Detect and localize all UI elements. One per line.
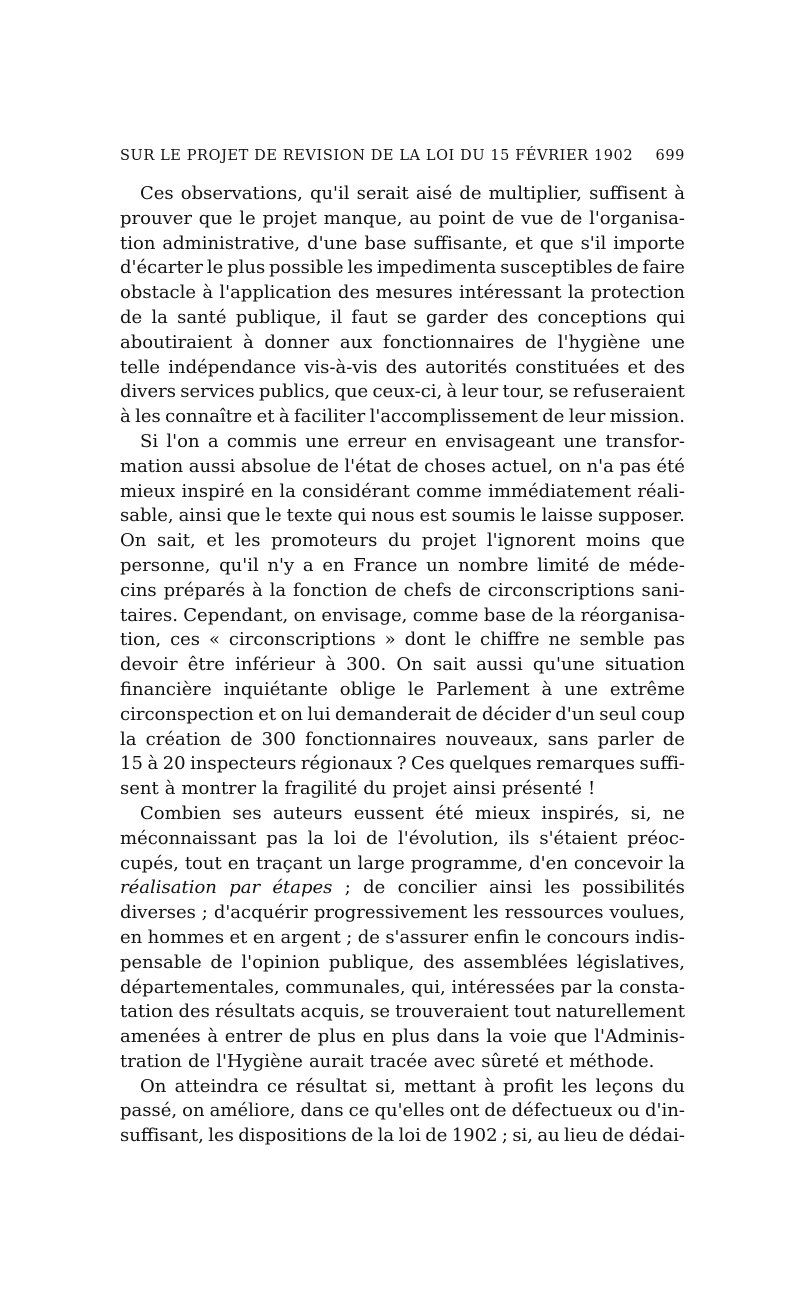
body-text xyxy=(120,182,685,1149)
text-line: 15 à 20 inspecteurs régionaux ? Ces quelques remarques suffi- xyxy=(120,753,685,775)
text-line: cins préparés à la fonction de chefs de circonscriptions sani- xyxy=(120,579,685,601)
text-line: tation des résultats acquis, se trouveraient tout naturellement xyxy=(120,1001,685,1023)
text-line: tion, ces « circonscriptions » dont le chiffre ne semble pas xyxy=(120,629,685,651)
text-line: Ces observations, qu'il serait aisé de multiplier, suffisent à xyxy=(140,183,685,204)
text-line: mation aussi absolue de l'état de choses actuel, on n'a pas été xyxy=(120,455,685,477)
text-line: circonspection et on lui demanderait de décider d'un seul coup xyxy=(120,703,685,725)
text-line: Combien ses auteurs eussent été mieux inspirés, si, ne xyxy=(140,802,685,824)
text-line: cupés, tout en traçant un large programme, d'en concevoir la xyxy=(120,852,685,874)
text-line: aboutiraient à donner aux fonctionnaires de l'hygiène une xyxy=(120,331,685,353)
text-line: en hommes et en argent ; de s'assurer enfin le concours indis- xyxy=(120,926,685,948)
running-title: SUR LE PROJET DE REVISION DE LA LOI DU 15 FÉVRIER 1902 xyxy=(120,148,634,164)
text-line: pensable de l'opinion publique, des assemblées législatives, xyxy=(120,951,685,973)
text-line: méconnaissant pas la loi de l'évolution, ils s'étaient préoc- xyxy=(120,827,685,849)
text-line: départementales, communales, qui, intéressées par la consta- xyxy=(120,976,685,998)
text-line: suffisant, les dispositions de la loi de 1902 ; si, au lieu de dédai- xyxy=(120,1125,685,1147)
text-line: de la santé publique, il faut se garder des conceptions qui xyxy=(120,306,685,328)
text-line: tion administrative, d'une base suffisante, et que s'il importe xyxy=(120,232,685,254)
text-line: telle indépendance vis-à-vis des autorités constituées et des xyxy=(120,356,685,378)
text-line: On sait, et les promoteurs du projet l'ignorent moins que xyxy=(120,530,685,552)
text-line: diverses ; d'acquérir progressivement les ressources voulues, xyxy=(120,902,685,924)
text-line: devoir être inférieur à 300. On sait aussi qu'une situation xyxy=(120,654,685,676)
running-head xyxy=(120,146,685,166)
text-line: réalisation par étapes ; de concilier ainsi les possibilités xyxy=(120,877,685,899)
text-line: personne, qu'il n'y a en France un nombre limité de méde- xyxy=(120,554,685,576)
text-line: à les connaître et à faciliter l'accomplissement de leur mission. xyxy=(120,406,685,428)
text-line: amenées à entrer de plus en plus dans la voie que l'Adminis- xyxy=(120,1026,685,1048)
text-line: On atteindra ce résultat si, mettant à profit les leçons du xyxy=(140,1075,685,1097)
text-line: financière inquiétante oblige le Parlement à une extrême xyxy=(120,678,685,700)
text-line: prouver que le projet manque, au point de vue de l'organisa- xyxy=(120,207,685,229)
text-line: divers services publics, que ceux-ci, à leur tour, se refuseraient xyxy=(120,381,685,403)
text-line: d'écarter le plus possible les impedimenta susceptibles de faire xyxy=(120,257,685,279)
text-line: obstacle à l'application des mesures intéressant la protection xyxy=(120,282,685,304)
text-line: la création de 300 fonctionnaires nouveaux, sans parler de xyxy=(120,728,685,750)
page-number: 699 xyxy=(655,148,685,164)
text-line: taires. Cependant, on envisage, comme base de la réorganisa- xyxy=(120,604,685,626)
text-line: passé, on améliore, dans ce qu'elles ont de défectueux ou d'in- xyxy=(120,1100,685,1122)
text-line: Si l'on a commis une erreur en envisageant une transfor- xyxy=(140,430,685,452)
text-line: sable, ainsi que le texte qui nous est soumis le laisse supposer. xyxy=(120,505,685,527)
text-line: tration de l'Hygiène aurait tracée avec sûreté et méthode. xyxy=(120,1050,655,1072)
text-line: sent à montrer la fragilité du projet ainsi présenté ! xyxy=(120,778,596,800)
text-line: mieux inspiré en la considérant comme immédiatement réali- xyxy=(120,480,685,502)
